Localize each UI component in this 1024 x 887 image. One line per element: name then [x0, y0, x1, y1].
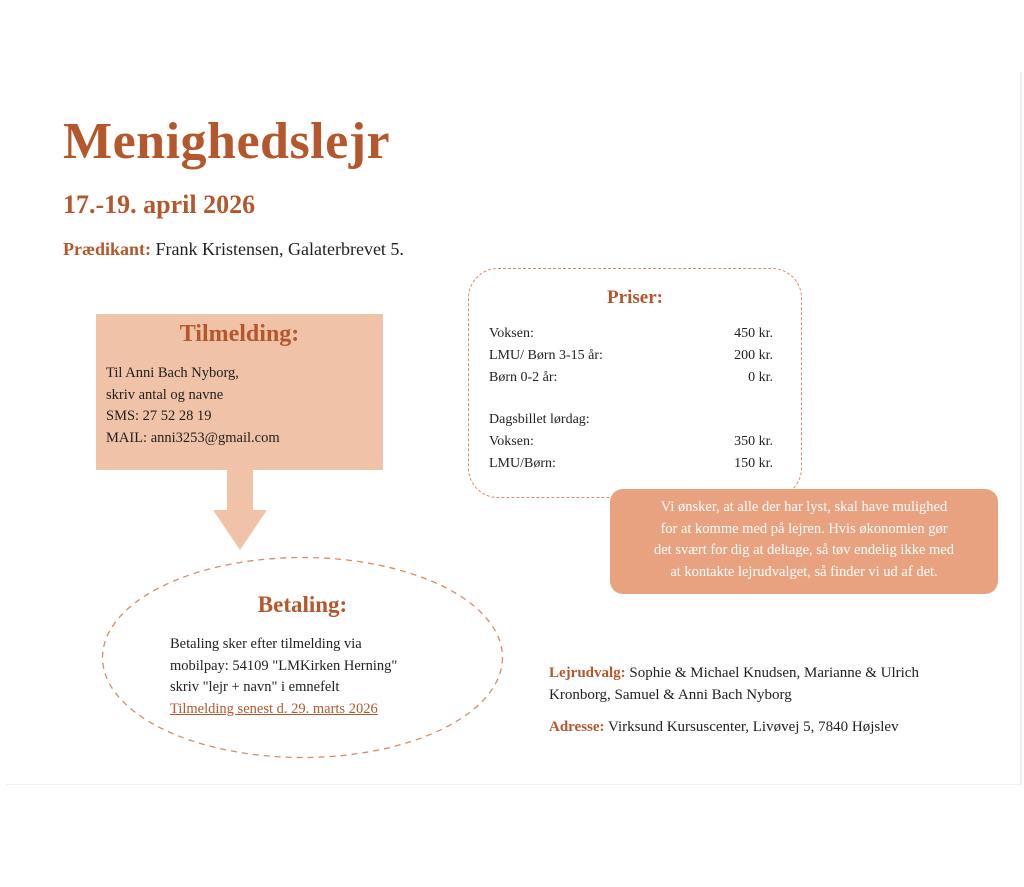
price-value: 450 kr. — [734, 326, 773, 341]
committee-line-2: Kronborg, Samuel & Anni Bach Nyborg — [549, 687, 792, 703]
page-title: Menighedslejr — [63, 113, 391, 170]
note-box — [610, 489, 998, 594]
signup-line: Til Anni Bach Nyborg, — [106, 365, 239, 381]
price-label: Børn 0-2 år: — [489, 370, 558, 385]
signup-details — [106, 363, 280, 449]
signup-title: Tilmelding: — [179, 321, 300, 347]
preacher-line — [63, 237, 404, 261]
price-label: Voksen: — [489, 434, 534, 449]
signup-line: skriv antal og navne — [106, 386, 224, 403]
payment-line: Betaling sker efter tilmelding via — [170, 636, 362, 652]
committee-value: Sophie & Michael Knudsen, Marianne & Ulrich — [629, 665, 919, 681]
event-date: 17.-19. april 2026 — [63, 190, 256, 219]
signup-deadline: Tilmelding senest d. 29. marts 2026 — [170, 700, 378, 717]
note-line: det svært for dig at deltage, så tøv endelig ikke med — [654, 542, 954, 558]
day-price-row — [489, 432, 773, 452]
address-label: Adresse: — [549, 719, 605, 735]
payment-details — [170, 634, 397, 720]
preacher-label: Prædikant: — [63, 239, 152, 259]
price-value: 150 kr. — [734, 456, 773, 471]
prices-title: Priser: — [607, 287, 663, 308]
address-line — [549, 716, 899, 738]
down-arrow-icon — [210, 468, 270, 552]
price-row — [489, 324, 773, 344]
day-price-row — [489, 454, 773, 474]
price-row — [489, 346, 773, 366]
address-value: Virksund Kursuscenter, Livøvej 5, 7840 Højslev — [608, 719, 899, 735]
note-line: at kontakte lejrudvalget, så finder vi ud af det. — [670, 563, 938, 580]
price-value: 350 kr. — [734, 434, 773, 449]
day-ticket-label: Dagsbillet lørdag: — [489, 412, 590, 427]
committee-line — [549, 662, 919, 684]
price-value: 200 kr. — [734, 348, 773, 363]
note-line: Vi ønsker, at alle der har lyst, skal have mulighed — [660, 499, 948, 515]
preacher-value: Frank Kristensen, Galaterbrevet 5. — [155, 239, 404, 259]
note-line: for at komme med på lejren. Hvis økonomien gør — [660, 520, 948, 537]
payment-line: skriv "lejr + navn" i emnefelt — [170, 679, 340, 695]
day-ticket-heading — [489, 410, 773, 430]
price-row — [489, 368, 773, 388]
price-label: Voksen: — [489, 326, 534, 341]
payment-title: Betaling: — [257, 592, 348, 617]
committee-label: Lejrudvalg: — [549, 665, 626, 681]
price-label: LMU/ Børn 3-15 år: — [489, 348, 603, 363]
price-value: 0 kr. — [748, 370, 773, 385]
payment-line: mobilpay: 54109 "LMKirken Herning" — [170, 657, 398, 674]
signup-mail: MAIL: anni3253@gmail.com — [106, 429, 280, 446]
signup-sms: SMS: 27 52 28 19 — [106, 408, 212, 424]
price-label: LMU/Børn: — [489, 456, 556, 471]
